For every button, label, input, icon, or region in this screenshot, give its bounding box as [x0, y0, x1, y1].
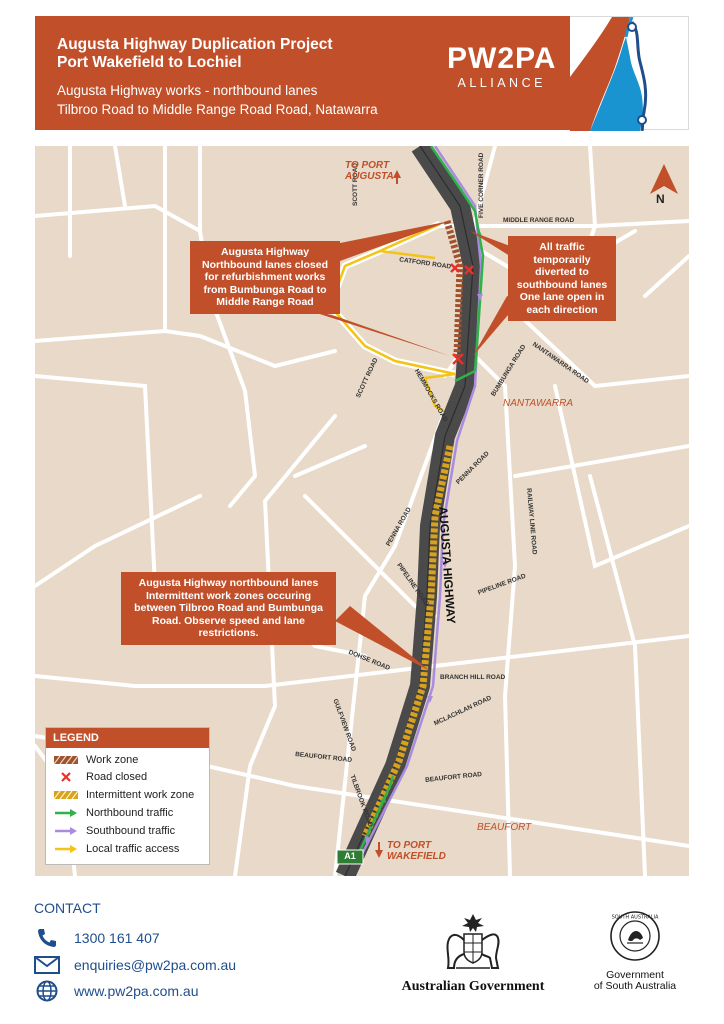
legend-item — [54, 770, 147, 784]
intermittent-swatch — [54, 789, 78, 801]
contact-web-row[interactable] — [34, 980, 199, 1002]
north-arrow-icon — [650, 164, 678, 194]
coast-graphic — [570, 17, 689, 131]
phone-number[interactable]: 1300 161 407 — [74, 930, 160, 946]
subtitle-line-1: Augusta Highway works - northbound lanes — [57, 83, 318, 98]
contact-email-row[interactable] — [34, 954, 236, 976]
legend-label: Intermittent work zone — [86, 789, 195, 801]
road-label: CATFORD ROAD — [398, 256, 452, 271]
road-label: SCOTT ROAD — [355, 357, 380, 399]
legend-label: Work zone — [86, 754, 139, 766]
road-label: TILBROOK ROAD — [348, 774, 374, 828]
legend — [45, 727, 210, 865]
email-address[interactable]: enquiries@pw2pa.com.au — [74, 957, 237, 973]
sa-gov-line-2: of South Australia — [593, 980, 677, 992]
subtitle-line-2: Tilbroo Road to Middle Range Road Road, Natawarra — [57, 102, 378, 117]
contact-title: CONTACT — [34, 900, 101, 916]
place-label: NANTAWARRA — [503, 398, 574, 409]
legend-item — [54, 753, 138, 767]
road-label: DOHSE ROAD — [347, 649, 391, 672]
brand-main: PW2PA — [447, 42, 557, 75]
project-subtitle — [57, 81, 378, 119]
callout-closed: Augusta Highway Northbound lanes closed for refurbishment works from Bumbunga Road to Middle Range Road — [190, 241, 340, 314]
callout-diverted: All traffic temporarily diverted to southbound lanes One lane open in each direction — [508, 236, 616, 321]
to-port-wakefield-label: TO PORT WAKEFIELD — [387, 840, 446, 862]
pw2pa-logo — [447, 42, 556, 90]
brand-sub: ALLIANCE — [457, 76, 546, 90]
highway-label: AUGUSTA HIGHWAY — [436, 506, 459, 625]
place-label: BEAUFORT — [477, 822, 532, 833]
legend-label: Northbound traffic — [86, 807, 174, 819]
sa-gov-line-1: Government — [606, 969, 664, 981]
project-title — [57, 36, 333, 72]
road-label: PENNA ROAD — [455, 450, 491, 486]
legend-label: Southbound traffic — [86, 825, 176, 837]
coast-map-logo — [570, 16, 689, 130]
legend-label: Road closed — [86, 771, 148, 783]
title-line-1: Augusta Highway Duplication Project — [57, 36, 333, 53]
legend-label: Local traffic access — [86, 843, 180, 855]
legend-item — [54, 788, 194, 802]
purple-arrow-icon — [54, 825, 78, 837]
yellow-arrow-icon — [54, 843, 78, 855]
road-label: BRANCH HILL ROAD — [440, 674, 506, 681]
legend-item — [54, 824, 175, 838]
road-label: GULFVIEW ROAD — [331, 698, 357, 753]
red-x-icon — [54, 771, 78, 783]
green-arrow-icon — [54, 807, 78, 819]
road-label: SCOTT ROAD — [352, 163, 359, 206]
website-url[interactable]: www.pw2pa.com.au — [74, 983, 199, 999]
callout-intermittent: Augusta Highway northbound lanes Intermittent work zones occuring between Tilbroo Road and Bumbunga Road. Observe speed and lane restrictions. — [121, 572, 336, 645]
sa-government-text — [580, 970, 690, 992]
globe-icon — [34, 980, 60, 1002]
envelope-icon — [34, 954, 60, 976]
legend-item — [54, 806, 173, 820]
road-label: MIDDLE RANGE ROAD — [503, 217, 575, 224]
road-label: PIPELINE ROAD — [395, 562, 431, 608]
work-zone-swatch — [54, 754, 78, 766]
sa-seal-icon — [609, 910, 661, 962]
title-line-2: Port Wakefield to Lochiel — [57, 54, 242, 71]
road-label: RAILWAY LINE ROAD — [525, 488, 538, 555]
road-label: HEMMOCKS ROAD — [412, 368, 449, 424]
to-port-augusta-label: TO PORT AUGUSTA — [345, 160, 394, 182]
road-label: PENNA ROAD — [385, 506, 413, 548]
road-label: PIPELINE ROAD — [477, 572, 527, 597]
australian-government-logo — [398, 912, 548, 995]
road-label: BEAUFORT ROAD — [294, 751, 353, 764]
road-label: BUMBUNGA ROAD — [490, 343, 528, 398]
coat-of-arms-icon — [438, 912, 508, 972]
legend-title: LEGEND — [46, 728, 209, 748]
road-label: BEAUFORT ROAD — [424, 771, 483, 784]
australian-government-text: Australian Government — [401, 979, 545, 994]
road-label: MCLACHLAN ROAD — [433, 694, 493, 728]
a1-shield-label: A1 — [344, 851, 356, 861]
legend-item — [54, 842, 179, 856]
road-label: NANTAWARRA ROAD — [530, 341, 591, 386]
phone-icon — [34, 927, 60, 949]
contact-phone-row[interactable] — [34, 927, 160, 949]
north-label: N — [656, 192, 665, 206]
sa-government-logo — [580, 910, 690, 992]
road-label: FIVE CORNER ROAD — [478, 152, 485, 218]
sa-seal-text: SOUTH AUSTRALIA — [611, 914, 659, 921]
